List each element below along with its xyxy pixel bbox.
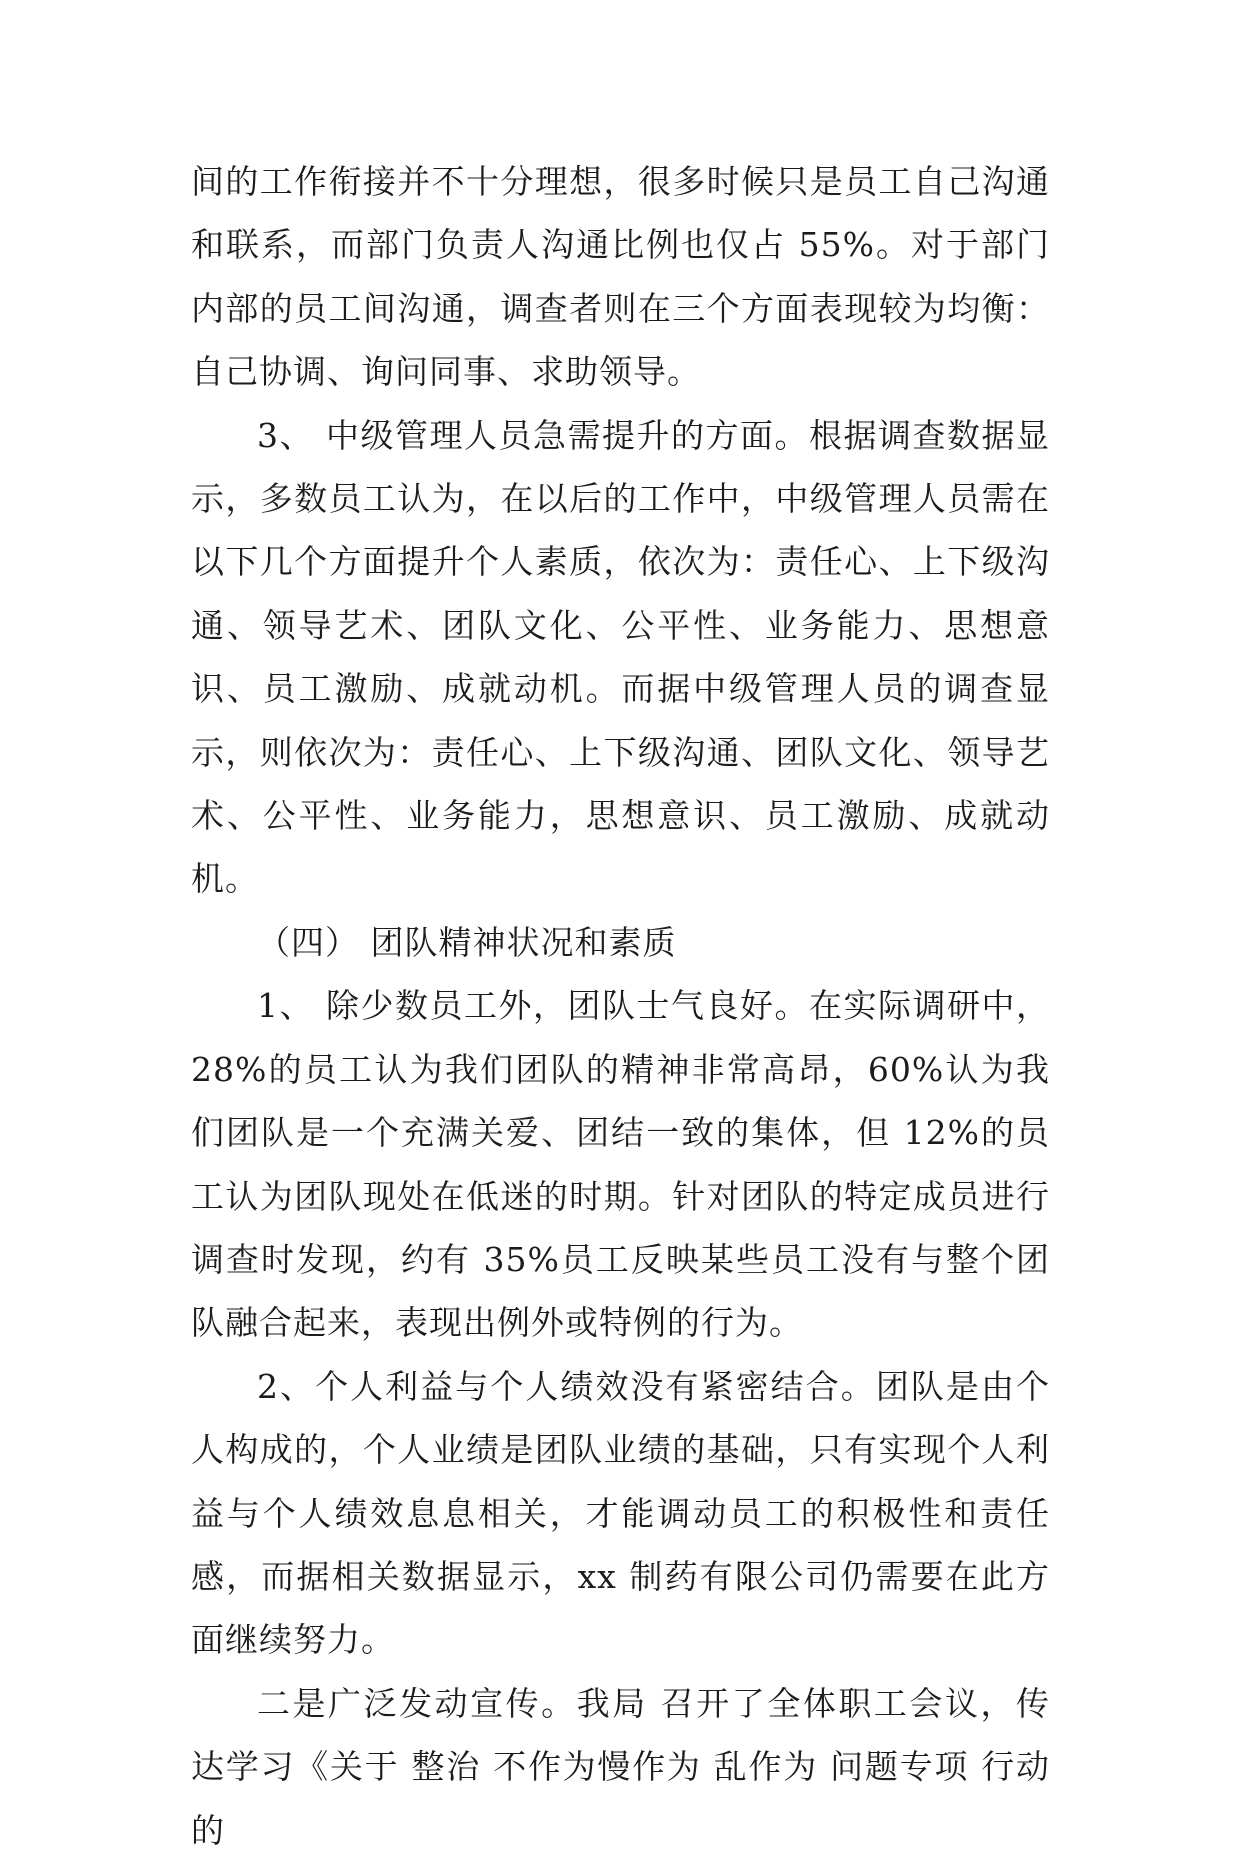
document-body (191, 150, 1050, 1862)
paragraph-publicity: 二是广泛发动宣传。我局 召开了全体职工会议，传达学习《关于 整治 不作为慢作为 乱作为 问题专项 行动的 (191, 1683, 1050, 1850)
paragraph-interest-performance: 2、个人利益与个人绩效没有紧密结合。团队是由个人构成的，个人业绩是团队业绩的基础，只有实现个人利益与个人绩效息息相关，才能调动员工的积极性和责任感，而据相关数据显示，xx 制药有限公司仍需要在此方面继续努力。 (191, 1366, 1050, 1660)
paragraph-team-morale: 1、 除少数员工外，团队士气良好。在实际调研中，28%的员工认为我们团队的精神非常高昂，60%认为我们团队是一个充满关爱、团结一致的集体，但 12%的员工认为团队现处在低迷的时期。针对团队的特定成员进行调查时发现，约有 35%员工反映某些员工没有与整个团队融合起来，表现出例外或特例的行为。 (191, 986, 1050, 1343)
paragraph-management-improvement: 3、 中级管理人员急需提升的方面。根据调查数据显示，多数员工认为，在以后的工作中，中级管理人员需在以下几个方面提升个人素质，依次为：责任心、上下级沟通、领导艺术、团队文化、公平性、业务能力、思想意识、员工激励、成就动机。而据中级管理人员的调查显示，则依次为：责任心、上下级沟通、团队文化、领导艺术、公平性、业务能力，思想意识、员工激励、成就动机。 (191, 415, 1050, 899)
section-heading-team-spirit: （四） 团队精神状况和素质 (257, 922, 677, 962)
paragraph-communication: 间的工作衔接并不十分理想，很多时候只是员工自己沟通和联系，而部门负责人沟通比例也仅占 55%。对于部门内部的员工间沟通，调查者则在三个方面表现较为均衡：自己协调、询问同事、求助领导。 (191, 162, 1050, 392)
